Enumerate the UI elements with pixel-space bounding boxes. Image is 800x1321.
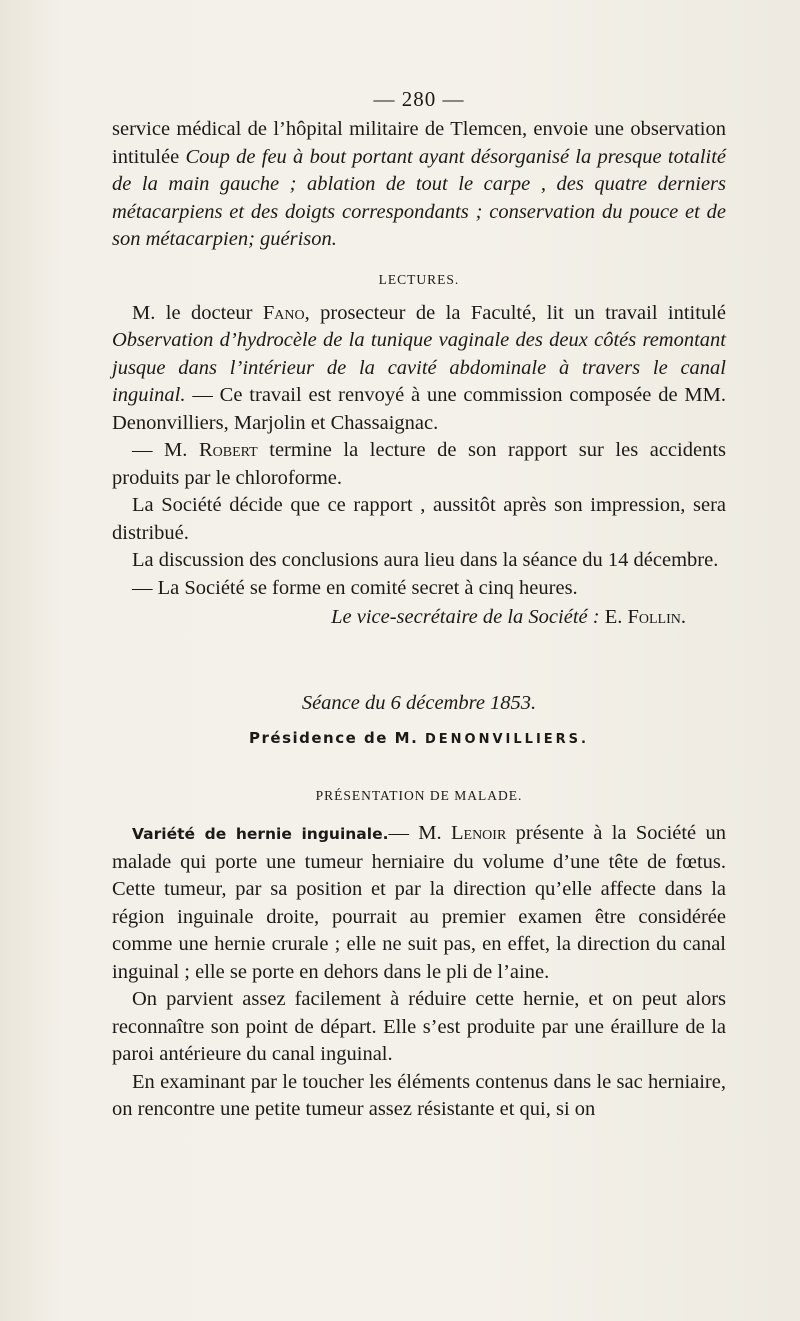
intro-observation-title: Coup de feu à bout portant ayant désorganisé la presque totalité de la main gauche ; ablation de tout le carpe , des quatre derniers métacarpiens et des doigts correspondants ; conservation du pouce et de son métacarpien; guérison.: [112, 145, 727, 250]
text-segment: — M.: [388, 822, 451, 844]
presidence-line: [112, 726, 726, 752]
text-segment: — Ce travail est renvoyé à une commission composée de MM. Denonvilliers, Marjolin et Chassaignac.: [112, 384, 726, 434]
president-name: DENONVILLIERS.: [425, 732, 589, 747]
signature-name: Follin.: [627, 606, 686, 628]
case-title: Variété de hernie inguinale.: [132, 825, 389, 843]
author-name-lenoir: Lenoir: [451, 822, 507, 844]
presentation-paragraph-1: [112, 820, 726, 986]
presidence-label: Présidence de M.: [249, 729, 425, 747]
signature-role: Le vice-secrétaire de la Société :: [331, 606, 600, 628]
intro-paragraph: [112, 116, 726, 254]
intro-text: service médical de l’hôpital militaire de Tlemcen, envoie une observation intitulée: [112, 118, 726, 168]
text-segment: présente à la Société un malade qui porte une tumeur herniaire du volume d’une tête de fœtus. Cette tumeur, par sa position et par la direction qu’elle affecte dans la région inguinale droite, pourrait au premier examen être considérée comme une hernie crurale ; elle ne suit pas, en effet, la direction du canal inguinal ; elle se porte en dehors dans le pli de l’aine.: [112, 822, 726, 983]
lectures-paragraph-4: La discussion des conclusions aura lieu dans la séance du 14 décembre.: [132, 549, 719, 571]
section-heading-lectures: LECTURES.: [378, 271, 460, 287]
lectures-paragraph-5: — La Société se forme en comité secret à cinq heures.: [132, 576, 578, 599]
lectures-paragraph-2: [112, 437, 726, 492]
presentation-paragraph-2: On parvient assez facilement à réduire cette hernie, et on peut alors reconnaître son point de départ. Elle s’est produite par une éraillure de la paroi antérieure du canal inguinal.: [112, 988, 726, 1065]
text-segment: , prosecteur de la Faculté, lit un travail intitulé: [304, 301, 726, 324]
presentation-paragraph-3: En examinant par le toucher les éléments contenus dans le sac herniaire, on rencontre une petite tumeur assez résistante et qui, si on: [112, 1070, 726, 1120]
section-heading-presentation: PRÉSENTATION DE MALADE.: [315, 788, 523, 803]
text-segment: termine la lecture de son rapport sur les accidents produits par le chloroforme.: [112, 439, 726, 489]
work-title: Observation d’hydrocèle de la tunique vaginale des deux côtés remontant jusque dans l’intérieur de la cavité abdominale à travers le canal inguinal.: [112, 329, 726, 406]
text-segment: M. le docteur: [132, 301, 263, 324]
lectures-paragraph-1: [112, 300, 726, 438]
lectures-paragraph-3: La Société décide que ce rapport , aussitôt après son impression, sera distribué.: [112, 494, 726, 544]
seance-date: Séance du 6 décembre 1853.: [301, 692, 537, 714]
signature-line: [112, 602, 726, 632]
text-segment: — M.: [132, 439, 199, 461]
page-text: [112, 84, 726, 1124]
author-name-robert: Robert: [198, 439, 258, 461]
signature-initial: E.: [599, 606, 628, 628]
page-number: — 280 —: [373, 87, 465, 111]
author-name-fano: Fano: [262, 301, 305, 324]
